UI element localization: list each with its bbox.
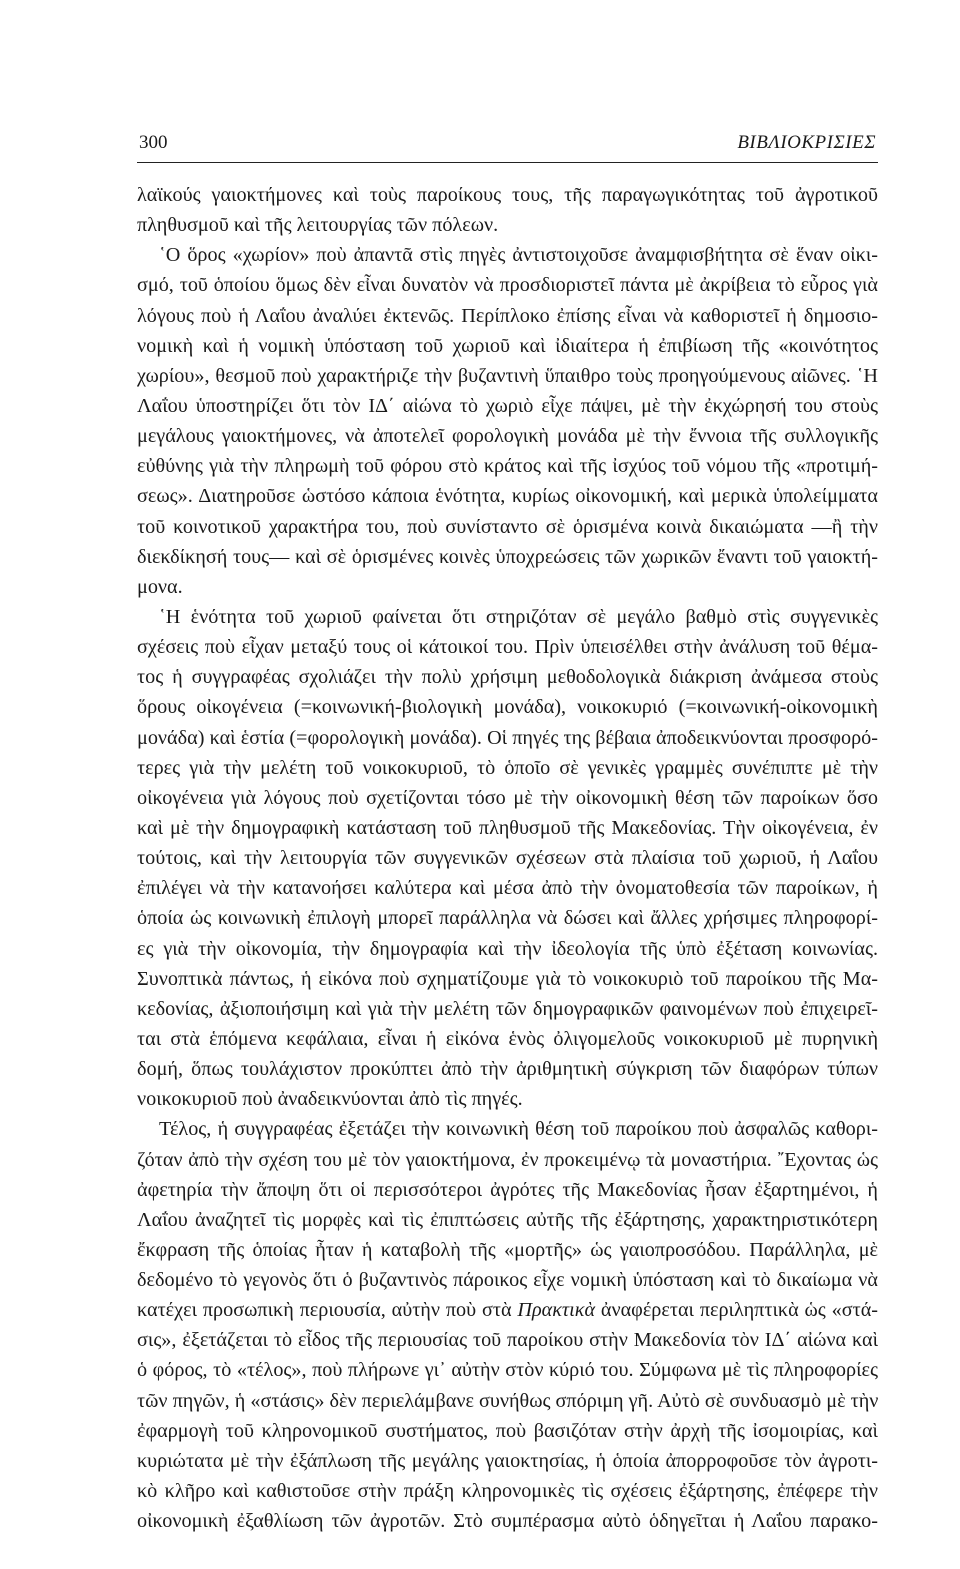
- text-line: ὁποία ὡς κοινωνικὴ ἐπιλογὴ μπορεῖ παράλληλα νὰ δώσει καὶ ἄλλες χρήσιμες πληροφορί-: [137, 907, 878, 930]
- text-line: νοικοκυριοῦ ποὺ ἀναδεικνύονται ἀπὸ τὶς πηγές.: [137, 1088, 523, 1111]
- page-number: 300: [139, 132, 168, 153]
- text-line: μονάδα) καὶ ἑστία (=φορολογικὴ μονάδα). Οἱ πηγές της βέβαια ἀποδεικνύονται προσφορό-: [137, 726, 878, 749]
- text-line: ῾Η ἑνότητα τοῦ χωριοῦ φαίνεται ὅτι στηριζόταν σὲ μεγάλο βαθμὸ στὶς συγγενικὲς: [159, 605, 878, 628]
- italic-title: Πρακτικὰ: [517, 1299, 596, 1322]
- text-line: σις», ἐξετάζεται τὸ εἶδος τῆς περιουσίας τοῦ παροίκου στὴν Μακεδονία τὸν ΙΔ΄ αἰώνα καὶ: [137, 1329, 878, 1352]
- text-line: Λαΐου ἀναζητεῖ τὶς μορφὲς καὶ τὶς ἐπιπτώσεις αὐτῆς τῆς ἐξάρτησης, χαρακτηριστικότερη: [137, 1208, 878, 1231]
- text-line: τούτοις, καὶ τὴν λειτουργία τῶν συγγενικῶν σχέσεων στὰ πλαίσια τοῦ χωριοῦ, ἡ Λαΐου: [137, 847, 878, 870]
- text-line: μεγάλους γαιοκτήμονες, νὰ ἀποτελεῖ φορολογικὴ μονάδα μὲ τὴν ἔννοια τῆς συλλογικῆς: [137, 425, 878, 448]
- text-line: ἀφετηρία τὴν ἄποψη ὅτι οἱ περισσότεροι ἀγρότες τῆς Μακεδονίας ἦσαν ἐξαρτημένοι, ἡ: [137, 1178, 878, 1201]
- text-line: καὶ μὲ τὴν δημογραφικὴ κατάσταση τοῦ πληθυσμοῦ τῆς Μακεδονίας. Τὴν οἰκογένεια, ἐν: [137, 816, 878, 839]
- text-line: τοῦ κοινοτικοῦ χαρακτήρα του, ποὺ συνίσταντο σὲ ὁρισμένα κοινὰ δικαιώματα —ἢ τὴν: [137, 515, 878, 538]
- text-line: δομή, ὅπως τουλάχιστον προκύπτει ἀπὸ τὴν ἀριθμητικὴ σύγκριση τῶν διαφόρων τύπων: [137, 1058, 878, 1081]
- text-line: σχέσεις ποὺ εἶχαν μεταξύ τους οἱ κάτοικοί του. Πρὶν ὑπεισέλθει στὴν ἀνάλυση τοῦ θέμα-: [137, 636, 878, 659]
- text-line: κεδονίας, ἀξιοποιήσιμη καὶ γιὰ τὴν μελέτη τῶν δημογραφικῶν φαινομένων ποὺ ἐπιχειρεῖ-: [137, 997, 878, 1020]
- text-line: διεκδίκησή τους— καὶ σὲ ὁρισμένες κοινὲς ὑποχρεώσεις τῶν χωρικῶν ἔναντι τοῦ γαιοκτή-: [137, 545, 878, 568]
- text-line: κὸ κλῆρο καὶ καθιστοῦσε στὴν πράξη κληρονομικὲς τὶς σχέσεις ἐξάρτησης, ἐπέφερε τὴν: [137, 1480, 878, 1503]
- text-line: κυριώτατα μὲ τὴν ἐξάπλωση τῆς μεγάλης γαιοκτησίας, ἡ ὁποία ἀπορροφοῦσε τὸν ἀγροτι-: [137, 1449, 878, 1472]
- body-text: [137, 180, 878, 1536]
- text-line: ζόταν ἀπὸ τὴν σχέση του μὲ τὸν γαιοκτήμονα, ἐν προκειμένῳ τὰ μοναστήρια. ῎Εχοντας ὡς: [137, 1148, 878, 1171]
- text-run: κατέχει προσωπικὴ περιουσία, αὐτὴν ποὺ στὰ: [137, 1299, 518, 1322]
- text-line: τῶν πηγῶν, ἡ «στάσις» δὲν περιελάμβανε συνήθως σπόριμη γῆ. Αὐτὸ σὲ συνδυασμὸ μὲ τὴν: [137, 1389, 878, 1412]
- text-line: ες γιὰ τὴν οἰκονομία, τὴν δημογραφία καὶ τὴν ἰδεολογία τῆς ὑπὸ ἐξέταση κοινωνίας.: [137, 937, 878, 960]
- text-line: μονα.: [137, 575, 183, 598]
- text-line: πληθυσμοῦ καὶ τῆς λειτουργίας τῶν πόλεων.: [137, 214, 499, 237]
- text-line: ὁ φόρος, τὸ «τέλος», ποὺ πλήρωνε γι᾽ αὐτὴν στὸν κύριό του. Σύμφωνα μὲ τὶς πληροφορίες: [137, 1359, 878, 1382]
- text-line: δεδομένο τὸ γεγονὸς ὅτι ὁ βυζαντινὸς πάροικος εἶχε νομικὴ ὑπόσταση καὶ τὸ δικαίωμα νὰ: [137, 1269, 878, 1292]
- text-line: νομικὴ καὶ ἡ νομικὴ ὑπόσταση τοῦ χωριοῦ καὶ ἰδιαίτερα ἡ ἐπιβίωση τῆς «κοινότητος: [137, 334, 878, 357]
- text-line: σμό, τοῦ ὁποίου ὅμως δὲν εἶναι δυνατὸν νὰ προσδιοριστεῖ πάντα μὲ ἀκρίβεια τὸ εὖρος γιὰ: [137, 274, 878, 297]
- text-line: οἰκονομικὴ ἐξαθλίωση τῶν ἀγροτῶν. Στὸ συμπέρασμα αὐτὸ ὁδηγεῖται ἡ Λαΐου παρακο-: [137, 1510, 878, 1533]
- text-run: ἀναφέρεται περιληπτικὰ ὡς «στά-: [595, 1299, 878, 1322]
- text-line: ἐπιλέγει νὰ τὴν κατανοήσει καλύτερα καὶ μέσα ἀπὸ τὴν ὀνοματοθεσία τῶν παροίκων, ἡ: [137, 877, 878, 900]
- text-line: τερες γιὰ τὴν μελέτη τοῦ νοικοκυριοῦ, τὸ ὁποῖο σὲ γενικὲς γραμμὲς συνέπιπτε μὲ τὴν: [137, 756, 878, 779]
- text-line: εὐθύνης γιὰ τὴν πληρωμὴ τοῦ φόρου στὸ κράτος καὶ τῆς ἰσχύος τοῦ νόμου τῆς «προτιμή-: [137, 455, 878, 478]
- text-line: λαϊκούς γαιοκτήμονες καὶ τοὺς παροίκους τους, τῆς παραγωγικότητας τοῦ ἀγροτικοῦ: [137, 184, 878, 206]
- text-line: [137, 1295, 878, 1325]
- text-line: οἰκογένεια γιὰ λόγους ποὺ σχετίζονται τόσο μὲ τὴν οἰκονομικὴ θέση τῶν παροίκων ὅσο: [137, 786, 878, 809]
- text-line: ἔκφραση τῆς ὁποίας ἦταν ἡ καταβολὴ τῆς «μορτῆς» ὡς γαιοπροσόδου. Παράλληλα, μὲ: [137, 1238, 878, 1261]
- text-line: ἐφαρμογὴ τοῦ κληρονομικοῦ συστήματος, ποὺ βασιζόταν στὴν ἀρχὴ τῆς ἰσομοιρίας, καὶ: [137, 1419, 878, 1442]
- text-line: ῾Ο ὅρος «χωρίον» ποὺ ἀπαντᾶ στὶς πηγὲς ἀντιστοιχοῦσε ἀναμφισβήτητα σὲ ἕναν οἰκι-: [159, 244, 878, 267]
- page-header: [137, 128, 878, 163]
- text-line: Λαΐου ὑποστηρίζει ὅτι τὸν ΙΔ΄ αἰώνα τὸ χωριὸ εἶχε πάψει, μὲ τὴν ἐκχώρησή του στοὺς: [137, 394, 878, 417]
- text-line: Τέλος, ἡ συγγραφέας ἐξετάζει τὴν κοινωνικὴ θέση τοῦ παροίκου ποὺ ἀσφαλῶς καθορι-: [159, 1118, 878, 1141]
- text-line: τος ἡ συγγραφέας σχολιάζει τὴν πολὺ χρήσιμη μεθοδολογικὰ διάκριση ἀνάμεσα στοὺς: [137, 666, 878, 689]
- text-line: λόγους ποὺ ἡ Λαΐου ἀναλύει ἐκτενῶς. Περίπλοκο ἐπίσης εἶναι νὰ καθοριστεῖ ἡ δημοσιο-: [137, 304, 878, 327]
- running-title: ΒΙΒΛΙΟΚΡΙΣΙΕΣ: [737, 132, 876, 153]
- text-line: σεως». Διατηροῦσε ὡστόσο κάποια ἑνότητα, κυρίως οἰκονομική, καὶ μερικὰ ὑπολείμματα: [137, 485, 878, 508]
- text-line: Συνοπτικὰ πάντως, ἡ εἰκόνα ποὺ σχηματίζουμε γιὰ τὸ νοικοκυριὸ τοῦ παροίκου τῆς Μα-: [137, 967, 878, 990]
- text-line: χωρίου», θεσμοῦ ποὺ χαρακτήριζε τὴν βυζαντινὴ ὕπαιθρο τοὺς προηγούμενους αἰῶνες. ῾Η: [137, 364, 878, 387]
- text-line: ται στὰ ἑπόμενα κεφάλαια, εἶναι ἡ εἰκόνα ἑνὸς ὀλιγομελοῦς νοικοκυριοῦ μὲ πυρηνικὴ: [137, 1027, 878, 1050]
- text-line: ὅρους οἰκογένεια (=κοινωνική-βιολογικὴ μονάδα), νοικοκυριό (=κοινωνική-οἰκονομικὴ: [137, 696, 878, 719]
